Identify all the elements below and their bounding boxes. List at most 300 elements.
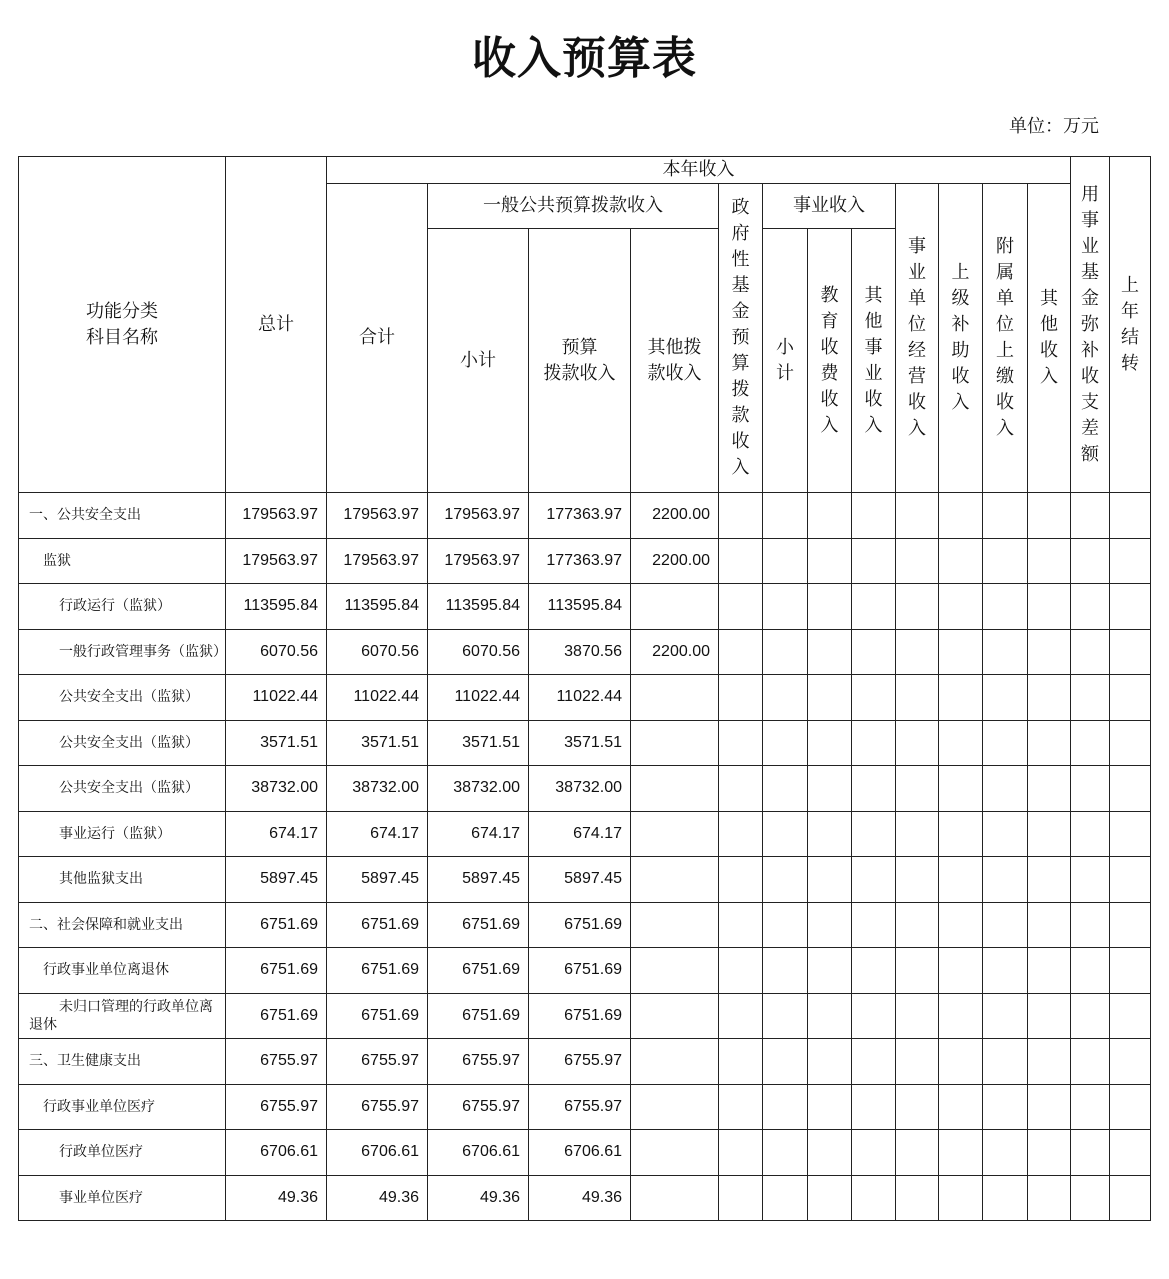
header-sum: 合计 [327, 184, 428, 493]
header-operating [896, 184, 939, 493]
empty-cell [896, 538, 939, 584]
vertical-label: 其他收入 [1040, 288, 1059, 387]
empty-cell [1028, 948, 1071, 994]
empty-cell [896, 902, 939, 948]
empty-cell [983, 1175, 1028, 1221]
empty-cell [896, 993, 939, 1039]
cell-sum: 113595.84 [327, 584, 428, 630]
empty-cell [808, 720, 852, 766]
income-budget-table [18, 156, 1151, 1221]
empty-cell [939, 538, 983, 584]
cell-other [631, 948, 719, 994]
empty-cell [1071, 857, 1110, 903]
empty-cell [939, 766, 983, 812]
empty-cell [763, 584, 808, 630]
empty-cell [1071, 1130, 1110, 1176]
header-general-budget: 一般公共预算拨款收入 [428, 184, 719, 229]
row-name: 事业单位医疗 [19, 1175, 226, 1221]
empty-cell [1110, 902, 1151, 948]
empty-cell [719, 993, 763, 1039]
empty-cell [763, 1039, 808, 1085]
empty-cell [808, 1084, 852, 1130]
cell-budget: 3571.51 [529, 720, 631, 766]
empty-cell [719, 538, 763, 584]
cell-other: 2200.00 [631, 538, 719, 584]
cell-subtotal: 6751.69 [428, 993, 529, 1039]
row-name: 公共安全支出（监狱） [19, 720, 226, 766]
cell-subtotal: 6755.97 [428, 1084, 529, 1130]
empty-cell [808, 902, 852, 948]
empty-cell [852, 1130, 896, 1176]
empty-cell [896, 948, 939, 994]
cell-sum: 179563.97 [327, 493, 428, 539]
empty-cell [852, 493, 896, 539]
empty-cell [1028, 993, 1071, 1039]
empty-cell [939, 584, 983, 630]
empty-cell [896, 1130, 939, 1176]
table-row [19, 675, 1151, 721]
header-other-alloc: 其他拨 款收入 [631, 229, 719, 493]
table-row [19, 720, 1151, 766]
empty-cell [852, 811, 896, 857]
header-other-career [852, 229, 896, 493]
empty-cell [1110, 584, 1151, 630]
empty-cell [896, 720, 939, 766]
empty-cell [939, 1130, 983, 1176]
vertical-label: 其他事业收入 [864, 284, 883, 436]
empty-cell [983, 493, 1028, 539]
table-row [19, 1039, 1151, 1085]
table-row [19, 948, 1151, 994]
vertical-label: 政府性基金预算拨款收入 [731, 197, 750, 478]
cell-sum: 5897.45 [327, 857, 428, 903]
empty-cell [939, 629, 983, 675]
header-career-income: 事业收入 [763, 184, 896, 229]
empty-cell [896, 857, 939, 903]
empty-cell [808, 675, 852, 721]
empty-cell [1071, 902, 1110, 948]
cell-subtotal: 674.17 [428, 811, 529, 857]
empty-cell [763, 902, 808, 948]
cell-other [631, 720, 719, 766]
empty-cell [719, 948, 763, 994]
cell-other [631, 902, 719, 948]
row-name: 事业运行（监狱） [19, 811, 226, 857]
empty-cell [808, 1039, 852, 1085]
cell-total: 6706.61 [226, 1130, 327, 1176]
row-name: 未归口管理的行政单位离退休 [19, 993, 226, 1039]
empty-cell [1071, 629, 1110, 675]
cell-total: 179563.97 [226, 493, 327, 539]
cell-sum: 674.17 [327, 811, 428, 857]
empty-cell [763, 766, 808, 812]
empty-cell [1028, 493, 1071, 539]
empty-cell [763, 948, 808, 994]
cell-other: 2200.00 [631, 629, 719, 675]
empty-cell [1028, 720, 1071, 766]
empty-cell [763, 811, 808, 857]
empty-cell [1110, 720, 1151, 766]
cell-total: 6755.97 [226, 1039, 327, 1085]
cell-total: 6070.56 [226, 629, 327, 675]
empty-cell [939, 1175, 983, 1221]
empty-cell [808, 538, 852, 584]
cell-subtotal: 6751.69 [428, 902, 529, 948]
empty-cell [719, 720, 763, 766]
empty-cell [1110, 1084, 1151, 1130]
table-row [19, 584, 1151, 630]
empty-cell [852, 1039, 896, 1085]
empty-cell [719, 584, 763, 630]
cell-sum: 6751.69 [327, 902, 428, 948]
empty-cell [896, 1175, 939, 1221]
empty-cell [1028, 538, 1071, 584]
empty-cell [808, 811, 852, 857]
table-row [19, 1084, 1151, 1130]
empty-cell [719, 493, 763, 539]
empty-cell [983, 538, 1028, 584]
empty-cell [983, 766, 1028, 812]
cell-budget: 11022.44 [529, 675, 631, 721]
vertical-label: 附属单位上缴收入 [995, 236, 1014, 439]
empty-cell [763, 675, 808, 721]
empty-cell [1071, 493, 1110, 539]
empty-cell [983, 1039, 1028, 1085]
cell-other [631, 675, 719, 721]
page-title: 收入预算表 [472, 33, 697, 84]
empty-cell [852, 1175, 896, 1221]
empty-cell [939, 811, 983, 857]
cell-sum: 179563.97 [327, 538, 428, 584]
empty-cell [808, 857, 852, 903]
cell-subtotal: 6751.69 [428, 948, 529, 994]
empty-cell [983, 675, 1028, 721]
row-name: 公共安全支出（监狱） [19, 766, 226, 812]
empty-cell [1071, 948, 1110, 994]
empty-cell [1028, 1130, 1071, 1176]
empty-cell [939, 675, 983, 721]
empty-cell [1110, 857, 1151, 903]
table-row [19, 857, 1151, 903]
cell-sum: 6755.97 [327, 1039, 428, 1085]
header-budget-alloc: 预算 拨款收入 [529, 229, 631, 493]
empty-cell [1071, 675, 1110, 721]
empty-cell [852, 902, 896, 948]
empty-cell [1028, 766, 1071, 812]
empty-cell [983, 1130, 1028, 1176]
empty-cell [1110, 1039, 1151, 1085]
empty-cell [1071, 811, 1110, 857]
row-name: 行政事业单位医疗 [19, 1084, 226, 1130]
cell-budget: 6751.69 [529, 902, 631, 948]
cell-subtotal: 179563.97 [428, 493, 529, 539]
empty-cell [896, 629, 939, 675]
empty-cell [763, 857, 808, 903]
empty-cell [763, 629, 808, 675]
cell-budget: 674.17 [529, 811, 631, 857]
table-row [19, 538, 1151, 584]
cell-other [631, 1039, 719, 1085]
empty-cell [896, 811, 939, 857]
row-name: 二、社会保障和就业支出 [19, 902, 226, 948]
empty-cell [808, 629, 852, 675]
cell-sum: 6751.69 [327, 993, 428, 1039]
row-name: 监狱 [19, 538, 226, 584]
empty-cell [808, 993, 852, 1039]
empty-cell [808, 493, 852, 539]
cell-budget: 6706.61 [529, 1130, 631, 1176]
empty-cell [719, 629, 763, 675]
vertical-label: 教育收费收入 [820, 284, 839, 436]
empty-cell [1110, 493, 1151, 539]
cell-total: 11022.44 [226, 675, 327, 721]
empty-cell [896, 766, 939, 812]
cell-total: 179563.97 [226, 538, 327, 584]
empty-cell [1071, 584, 1110, 630]
empty-cell [1071, 1175, 1110, 1221]
empty-cell [852, 1084, 896, 1130]
empty-cell [1110, 538, 1151, 584]
cell-sum: 3571.51 [327, 720, 428, 766]
cell-sum: 6070.56 [327, 629, 428, 675]
empty-cell [983, 629, 1028, 675]
cell-total: 49.36 [226, 1175, 327, 1221]
cell-budget: 5897.45 [529, 857, 631, 903]
cell-subtotal: 113595.84 [428, 584, 529, 630]
empty-cell [763, 1084, 808, 1130]
cell-sum: 11022.44 [327, 675, 428, 721]
empty-cell [983, 948, 1028, 994]
empty-cell [896, 1039, 939, 1085]
empty-cell [719, 1039, 763, 1085]
header-other-income [1028, 184, 1071, 493]
empty-cell [1028, 675, 1071, 721]
empty-cell [763, 538, 808, 584]
vertical-label: 事业单位经营收入 [907, 236, 926, 439]
cell-other [631, 1084, 719, 1130]
header-total: 总计 [226, 157, 327, 493]
cell-subtotal: 3571.51 [428, 720, 529, 766]
empty-cell [983, 720, 1028, 766]
empty-cell [852, 675, 896, 721]
empty-cell [1028, 902, 1071, 948]
table-row [19, 766, 1151, 812]
cell-subtotal: 5897.45 [428, 857, 529, 903]
empty-cell [983, 993, 1028, 1039]
empty-cell [939, 1084, 983, 1130]
cell-other [631, 766, 719, 812]
header-affiliated [983, 184, 1028, 493]
cell-total: 6751.69 [226, 902, 327, 948]
cell-other [631, 993, 719, 1039]
empty-cell [939, 720, 983, 766]
empty-cell [719, 902, 763, 948]
empty-cell [896, 675, 939, 721]
empty-cell [1110, 948, 1151, 994]
empty-cell [719, 675, 763, 721]
empty-cell [763, 493, 808, 539]
empty-cell [1028, 584, 1071, 630]
cell-budget: 113595.84 [529, 584, 631, 630]
cell-subtotal: 6706.61 [428, 1130, 529, 1176]
cell-total: 38732.00 [226, 766, 327, 812]
table-body [19, 493, 1151, 1221]
empty-cell [852, 629, 896, 675]
empty-cell [852, 948, 896, 994]
row-name: 公共安全支出（监狱） [19, 675, 226, 721]
cell-budget: 6755.97 [529, 1084, 631, 1130]
row-name: 一般行政管理事务（监狱） [19, 629, 226, 675]
vertical-label: 用事业基金弥补收支差额 [1081, 183, 1100, 465]
cell-subtotal: 6070.56 [428, 629, 529, 675]
cell-subtotal: 38732.00 [428, 766, 529, 812]
empty-cell [852, 993, 896, 1039]
cell-other [631, 857, 719, 903]
empty-cell [983, 1084, 1028, 1130]
vertical-label: 上年结转 [1121, 274, 1140, 374]
table-row [19, 1175, 1151, 1221]
cell-budget: 3870.56 [529, 629, 631, 675]
empty-cell [719, 1084, 763, 1130]
header-gov-fund [719, 184, 763, 493]
empty-cell [808, 1130, 852, 1176]
cell-other: 2200.00 [631, 493, 719, 539]
table-row [19, 629, 1151, 675]
header-superior-subsidy [939, 184, 983, 493]
header-career-subtotal [763, 229, 808, 493]
cell-budget: 38732.00 [529, 766, 631, 812]
cell-total: 674.17 [226, 811, 327, 857]
empty-cell [983, 584, 1028, 630]
empty-cell [1110, 629, 1151, 675]
cell-sum: 6751.69 [327, 948, 428, 994]
empty-cell [1071, 538, 1110, 584]
cell-sum: 49.36 [327, 1175, 428, 1221]
empty-cell [1028, 857, 1071, 903]
empty-cell [939, 1039, 983, 1085]
cell-budget: 49.36 [529, 1175, 631, 1221]
empty-cell [983, 857, 1028, 903]
header-name: 功能分类 科目名称 [19, 157, 226, 493]
cell-other [631, 1175, 719, 1221]
empty-cell [939, 493, 983, 539]
cell-sum: 6755.97 [327, 1084, 428, 1130]
empty-cell [939, 902, 983, 948]
empty-cell [1071, 1039, 1110, 1085]
table-row [19, 902, 1151, 948]
cell-sum: 6706.61 [327, 1130, 428, 1176]
vertical-label: 上级补助收入 [951, 262, 970, 413]
empty-cell [808, 948, 852, 994]
cell-total: 5897.45 [226, 857, 327, 903]
table-row [19, 493, 1151, 539]
empty-cell [719, 811, 763, 857]
empty-cell [939, 993, 983, 1039]
empty-cell [1028, 811, 1071, 857]
empty-cell [719, 1175, 763, 1221]
empty-cell [1110, 993, 1151, 1039]
table-row [19, 1130, 1151, 1176]
cell-other [631, 1130, 719, 1176]
unit-label: 单位：万元 [1009, 116, 1099, 137]
header-subtotal: 小计 [428, 229, 529, 493]
empty-cell [1110, 811, 1151, 857]
empty-cell [1110, 1130, 1151, 1176]
empty-cell [983, 902, 1028, 948]
table-row [19, 811, 1151, 857]
empty-cell [852, 857, 896, 903]
row-name: 行政单位医疗 [19, 1130, 226, 1176]
empty-cell [939, 857, 983, 903]
empty-cell [808, 1175, 852, 1221]
row-name: 一、公共安全支出 [19, 493, 226, 539]
cell-other [631, 811, 719, 857]
cell-budget: 6751.69 [529, 993, 631, 1039]
row-name: 三、卫生健康支出 [19, 1039, 226, 1085]
cell-budget: 177363.97 [529, 493, 631, 539]
empty-cell [1071, 1084, 1110, 1130]
empty-cell [852, 584, 896, 630]
empty-cell [1110, 766, 1151, 812]
cell-total: 3571.51 [226, 720, 327, 766]
empty-cell [983, 811, 1028, 857]
header-career-fund [1071, 157, 1110, 493]
empty-cell [719, 857, 763, 903]
empty-cell [719, 1130, 763, 1176]
row-name: 行政事业单位离退休 [19, 948, 226, 994]
row-name: 其他监狱支出 [19, 857, 226, 903]
cell-subtotal: 11022.44 [428, 675, 529, 721]
empty-cell [896, 493, 939, 539]
empty-cell [939, 948, 983, 994]
table-row [19, 993, 1151, 1039]
empty-cell [719, 766, 763, 812]
empty-cell [808, 766, 852, 812]
cell-total: 6751.69 [226, 948, 327, 994]
empty-cell [896, 1084, 939, 1130]
empty-cell [808, 584, 852, 630]
header-current-year: 本年收入 [327, 157, 1071, 184]
cell-subtotal: 179563.97 [428, 538, 529, 584]
empty-cell [1071, 993, 1110, 1039]
empty-cell [1110, 1175, 1151, 1221]
empty-cell [1110, 675, 1151, 721]
cell-total: 6755.97 [226, 1084, 327, 1130]
vertical-label: 小计 [775, 336, 794, 384]
empty-cell [1071, 766, 1110, 812]
cell-budget: 6755.97 [529, 1039, 631, 1085]
cell-budget: 177363.97 [529, 538, 631, 584]
empty-cell [763, 720, 808, 766]
cell-budget: 6751.69 [529, 948, 631, 994]
empty-cell [763, 993, 808, 1039]
cell-total: 6751.69 [226, 993, 327, 1039]
cell-other [631, 584, 719, 630]
empty-cell [1028, 1039, 1071, 1085]
header-edu-fee [808, 229, 852, 493]
empty-cell [763, 1130, 808, 1176]
empty-cell [852, 538, 896, 584]
empty-cell [1028, 1175, 1071, 1221]
cell-subtotal: 6755.97 [428, 1039, 529, 1085]
empty-cell [896, 584, 939, 630]
empty-cell [852, 766, 896, 812]
empty-cell [1028, 629, 1071, 675]
header-carryover [1110, 157, 1151, 493]
cell-total: 113595.84 [226, 584, 327, 630]
cell-subtotal: 49.36 [428, 1175, 529, 1221]
row-name: 行政运行（监狱） [19, 584, 226, 630]
